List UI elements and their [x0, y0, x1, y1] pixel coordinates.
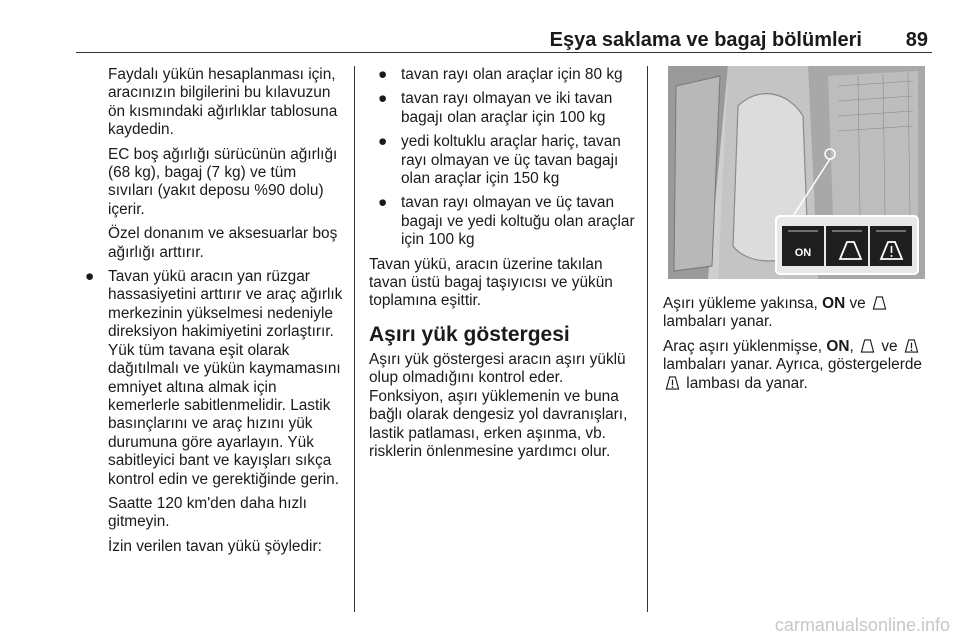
bullet-item [369, 194, 639, 249]
bullet-dot: ● [378, 194, 388, 212]
page-title: Eşya saklama ve bagaj bölümleri [549, 29, 862, 51]
bullet-item [369, 90, 639, 127]
paragraph [663, 338, 943, 393]
on-label: ON [822, 295, 846, 312]
text-span: , [849, 337, 854, 355]
paragraph: Faydalı yükün hesaplanması için, aracınızın bilgilerini bu kılavuzun ön kısmındaki ağırlıklar tablosuna kaydedin. [108, 66, 338, 139]
text-span: Aşırı yükleme yakınsa, [663, 295, 818, 312]
bullet-dot: ● [378, 66, 388, 83]
bullet-text: tavan rayı olmayan ve üç tavan bagajı ve yedi koltuğu olan araçlar için 100 kg [401, 194, 635, 249]
watermark: carmanualsonline.info [774, 615, 950, 635]
text-span: lambası da yanar. [686, 374, 808, 392]
text-span: lambaları yanar. [663, 313, 773, 331]
paragraph: Saatte 120 km'den daha hızlı gitmeyin. [108, 494, 307, 531]
column-divider-1 [354, 66, 355, 612]
column-3 [663, 295, 943, 399]
bullet-text: tavan rayı olan araçlar için 80 kg [401, 66, 623, 83]
paragraph: Özel donanım ve aksesuarlar boş ağırlığı arttırır. [108, 225, 338, 261]
vehicle-interior-illustration [668, 66, 925, 279]
bullet-item [369, 66, 639, 84]
column-2 [369, 66, 639, 467]
weight-icon [872, 295, 887, 310]
weight-warning-icon [904, 338, 919, 353]
bullet-dot: ● [378, 90, 388, 108]
bullet-text: yedi koltuklu araçlar hariç, tavan rayı olmayan ve üç tavan bagajı olan araçlar için 150 kg [401, 133, 621, 188]
on-label: ON [826, 337, 850, 355]
weight-warning-icon [665, 375, 680, 390]
bullet-text: tavan rayı olmayan ve iki tavan bagajı olan araçlar için 100 kg [401, 90, 613, 126]
bullet-item [76, 268, 344, 489]
text-span: lambaları yanar. Ayrıca, göstergelerde [663, 356, 922, 374]
bullet-dot: ● [85, 268, 95, 286]
text-span: Araç aşırı yüklenmişse, [663, 337, 823, 355]
paragraph [663, 295, 943, 332]
paragraph: EC boş ağırlığı sürücünün ağırlığı (68 kg), bagaj (7 kg) ve tüm sıvıları (yakıt deposu %90 dolu) içerir. [108, 145, 338, 218]
bullet-dot: ● [378, 133, 388, 151]
column-1 [76, 66, 344, 562]
text-span: ve [849, 295, 866, 312]
weight-icon [860, 338, 875, 353]
paragraph: Aşırı yük göstergesi aracın aşırı yüklü olup olmadığını kontrol eder. Fonksiyon, aşırı yüklemenin ve buna bağlı olarak dengesiz yol davranışları, lastik patlaması, erken aşınma, vb. risklerin önlenmesine yardımcı olur. [369, 350, 628, 460]
page-number: 89 [905, 29, 928, 51]
bullet-text: Tavan yükü aracın yan rüzgar hassasiyetini arttırır ve araç ağırlık merkezinin yükselmesi nedeniyle direksiyon hakimiyetini zorlaştırır. Yük tüm tavana eşit olarak dağıtılmalı ve yükün kaymamasını emniyet altına almak için kemerlerle sabitlenmelidir. Lastik basınçlarını ve araç hızını yük durumuna göre ayarlayın. Yük sabitleyici bant ve kayışları sıkça kontrol edin ve gerektiğinde gerin. [108, 268, 343, 488]
section-heading: Aşırı yük göstergesi [369, 322, 570, 346]
paragraph: Tavan yükü, aracın üzerine takılan tavan üstü bagaj taşıyıcısı ve yükün toplamına eşittir. [369, 255, 613, 310]
overload-indicator-photo [668, 66, 925, 279]
paragraph: İzin verilen tavan yükü şöyledir: [108, 537, 322, 555]
bullet-item [369, 133, 639, 188]
text-span: ve [881, 337, 898, 355]
header-divider [76, 52, 932, 53]
column-divider-2 [647, 66, 648, 612]
on-button-label: ON [794, 247, 812, 259]
